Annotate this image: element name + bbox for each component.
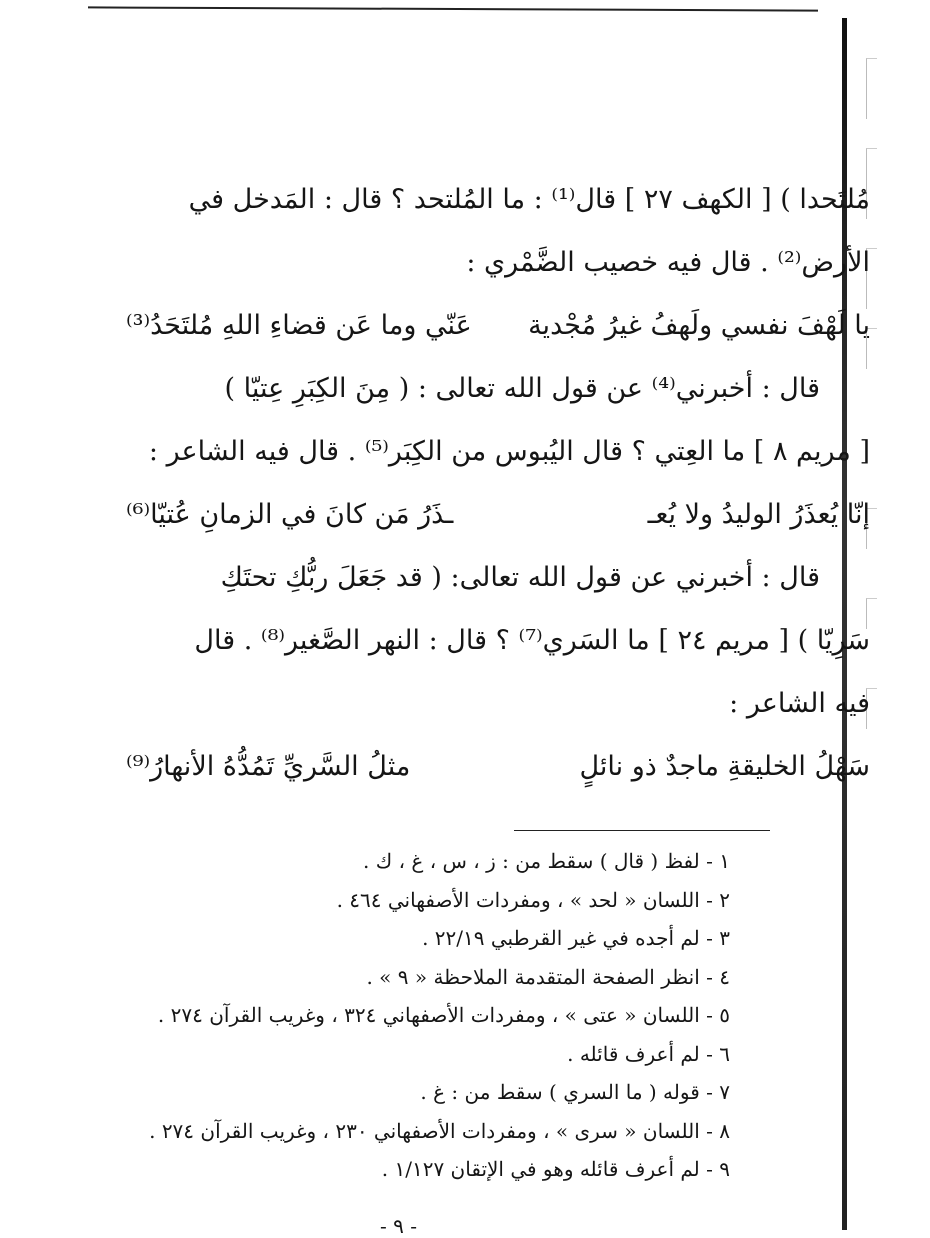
footnote: ٦ - لم أعرف قائله . bbox=[567, 1041, 730, 1066]
footnote-divider bbox=[514, 830, 770, 831]
footnote: ٤ - انظر الصفحة المتقدمة الملاحظة « ٩ » . bbox=[366, 964, 730, 989]
verse-first-hemistich: إنّا يُعذَرُ الوليدُ ولا يُعـ bbox=[647, 499, 870, 530]
verse-second-hemistich: ـذَرُ مَن كانَ في الزمانِ عُتيّا⁽⁶⁾ bbox=[126, 499, 454, 530]
main-text bbox=[118, 168, 870, 798]
footnote: ٣ - لم أجده في غير القرطبي ٢٢/١٩ . bbox=[422, 926, 730, 950]
top-edge-line bbox=[88, 0, 818, 12]
verse-line bbox=[118, 735, 870, 798]
verse-first-hemistich: سَهْلُ الخليقةِ ماجدٌ ذو نائلٍ bbox=[579, 751, 870, 782]
footnote: ١ - لفظ ( قال ) سقط من : ز ، س ، غ ، ك . bbox=[363, 849, 730, 873]
text-line: مُلتَحدا ) [ الكهف ٢٧ ] قال⁽¹⁾ : ما المُلتحد ؟ قال : المَدخل في bbox=[188, 184, 870, 215]
text-line: سَرِيّا ) [ مريم ٢٤ ] ما السَري⁽⁷⁾ ؟ قال : النهر الصَّغير⁽⁸⁾ . قال bbox=[194, 625, 870, 656]
page-number: - ٩ - bbox=[380, 1214, 417, 1238]
text-line: قال : أخبرني عن قول الله تعالى: ( قد جَعَلَ ربُّكِ تحتَكِ bbox=[220, 562, 820, 593]
text-line: [ مريم ٨ ] ما العِتي ؟ قال اليُبوس من الكِبَر⁽⁵⁾ . قال فيه الشاعر : bbox=[148, 436, 870, 467]
verse-line bbox=[118, 294, 870, 357]
text-line: قال : أخبرني⁽⁴⁾ عن قول الله تعالى : ( مِنَ الكِبَرِ عِتيّا ) bbox=[224, 373, 820, 404]
footnote: ٩ - لم أعرف قائله وهو في الإتقان ١/١٢٧ . bbox=[381, 1157, 730, 1181]
verse-second-hemistich: مثلُ السَّريِّ تَمُدُّهُ الأنهارُ⁽⁹⁾ bbox=[126, 751, 411, 782]
footnote: ٨ - اللسان « سرى » ، ومفردات الأصفهاني ٢٣٠ ، وغريب القرآن ٢٧٤ . bbox=[149, 1118, 730, 1143]
footnote: ٥ - اللسان « عتى » ، ومفردات الأصفهاني ٣٢٤ ، وغريب القرآن ٢٧٤ . bbox=[157, 1003, 730, 1027]
footnotes bbox=[100, 842, 730, 1189]
verse-second-hemistich: عَنّي وما عَن قضاءِ اللهِ مُلتَحَدُ⁽³⁾ bbox=[126, 310, 472, 341]
text-line: الأرض⁽²⁾ . قال فيه خصيب الضَّمْري : bbox=[466, 247, 870, 278]
text-line: فيه الشاعر : bbox=[729, 688, 870, 719]
footnote: ٧ - قوله ( ما السري ) سقط من : غ . bbox=[420, 1080, 730, 1104]
verse-line bbox=[118, 483, 870, 546]
verse-first-hemistich: يا لَهْفَ نفسي ولَهفُ غيرُ مُجْدية bbox=[528, 310, 870, 341]
footnote: ٢ - اللسان « لحد » ، ومفردات الأصفهاني ٤٦٤ . bbox=[336, 887, 730, 912]
